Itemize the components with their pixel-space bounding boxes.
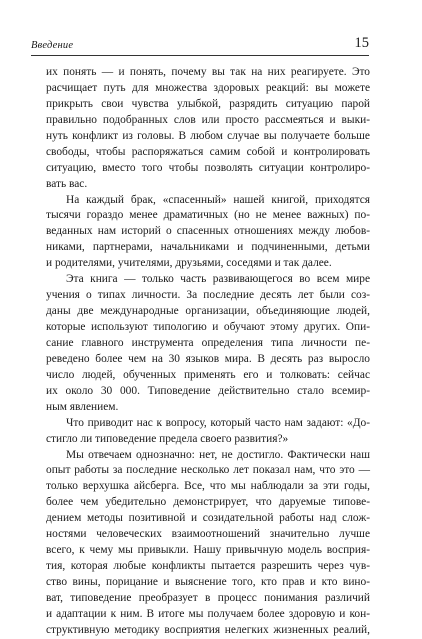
text-line: структивную методику восприятия нелегких жизненных реалий, — [46, 623, 370, 636]
text-line: более чем убедительно демонстрирует, что даруемые типове- — [46, 496, 370, 509]
text-line: сание главного инструмента определения типа личности пе- — [46, 336, 370, 349]
text-line: ным явлением. — [46, 400, 119, 413]
text-line: Эта книга — только часть развивающегося во всем мире — [66, 273, 370, 286]
text-line: только верхушка айсберга. Все, что мы наблюдали за эти годы, — [46, 480, 370, 493]
text-line: тия, которая любые конфликты пытается разрешить через чув- — [46, 560, 370, 573]
text-line: число людей, обученных применять его и толковать: сейчас — [46, 368, 370, 381]
running-head — [31, 36, 369, 56]
text-line: стигло ли типоведение предела своего развития?» — [46, 432, 289, 445]
text-line: расчищает путь для множества здоровых реакций: вы можете — [46, 81, 370, 94]
paragraph — [46, 272, 370, 415]
text-line: их около 30 000. Типоведение действительно стало всемир- — [46, 384, 370, 397]
text-line: Что приводит нас к вопросу, который часто нам задают: «До- — [66, 416, 370, 429]
header-rule — [31, 55, 369, 56]
text-line: и адаптации к ним. В итоге мы получаем более здоровую и кон- — [46, 607, 370, 620]
text-line: и родителями, учителями, друзьями, соседями и так далее. — [46, 257, 332, 270]
chapter-title: Введение — [31, 40, 74, 51]
text-line: никами, партнерами, начальниками и подчиненными, детьми — [46, 241, 370, 254]
text-line: нуть конфликт из головы. В любом случае вы получаете больше — [46, 129, 370, 142]
text-line: всего, к чему мы привыкли. Нашу привычную модель восприя- — [46, 544, 370, 557]
text-line: свободы, чтобы распоряжаться самим собой и контролировать — [46, 145, 370, 158]
text-line: ностями человеческих взаимоотношений значительно лучше — [46, 528, 370, 541]
text-line: вать вас. — [46, 177, 88, 190]
paragraph — [46, 65, 370, 193]
text-line: опыт работы за последние несколько лет показал нам, что это — — [46, 464, 370, 477]
text-line: правильно подобранных слов или просто рассмеяться и выки- — [46, 113, 370, 126]
text-line: дением методы позитивной и созидательной работы над слож- — [46, 512, 370, 525]
text-line: прикрыть свои чувства улыбкой, разрядить ситуацию парой — [46, 97, 370, 110]
body-text — [46, 65, 370, 639]
text-line: ство вины, порицание и выяснение того, кто прав и кто вино- — [46, 576, 370, 588]
text-line: Мы отвечаем однозначно: нет, не достигло. Фактически наш — [66, 448, 370, 461]
text-line: даны две международные организации, объединяющие людей, — [46, 305, 370, 318]
page-number: 15 — [354, 35, 369, 51]
text-line: На каждый брак, «спасенный» нашей книгой, приходятся — [66, 193, 370, 206]
text-line: их понять — и понять, почему вы так на них реагируете. Это — [46, 66, 370, 78]
text-line: которые используют типологию и обучают этому других. Опи- — [46, 321, 370, 333]
text-line: ситуацию, вместо того чтобы позволять ситуации контролиро- — [46, 161, 370, 174]
text-line: тысячи гораздо менее драматичных (но не менее важных) по- — [46, 209, 370, 222]
paragraph — [46, 416, 370, 448]
text-line: ват, типоведение преобразует в процесс понимания различий — [46, 591, 370, 604]
text-line: реведено более чем на 30 языков мира. В десять раз выросло — [46, 352, 370, 365]
text-line: учения о типах личности. За последние десять лет были соз- — [46, 289, 370, 302]
paragraph — [46, 448, 370, 639]
paragraph — [46, 193, 370, 273]
text-line: веданных нам историй о спасенных отношениях между любов- — [46, 225, 370, 238]
